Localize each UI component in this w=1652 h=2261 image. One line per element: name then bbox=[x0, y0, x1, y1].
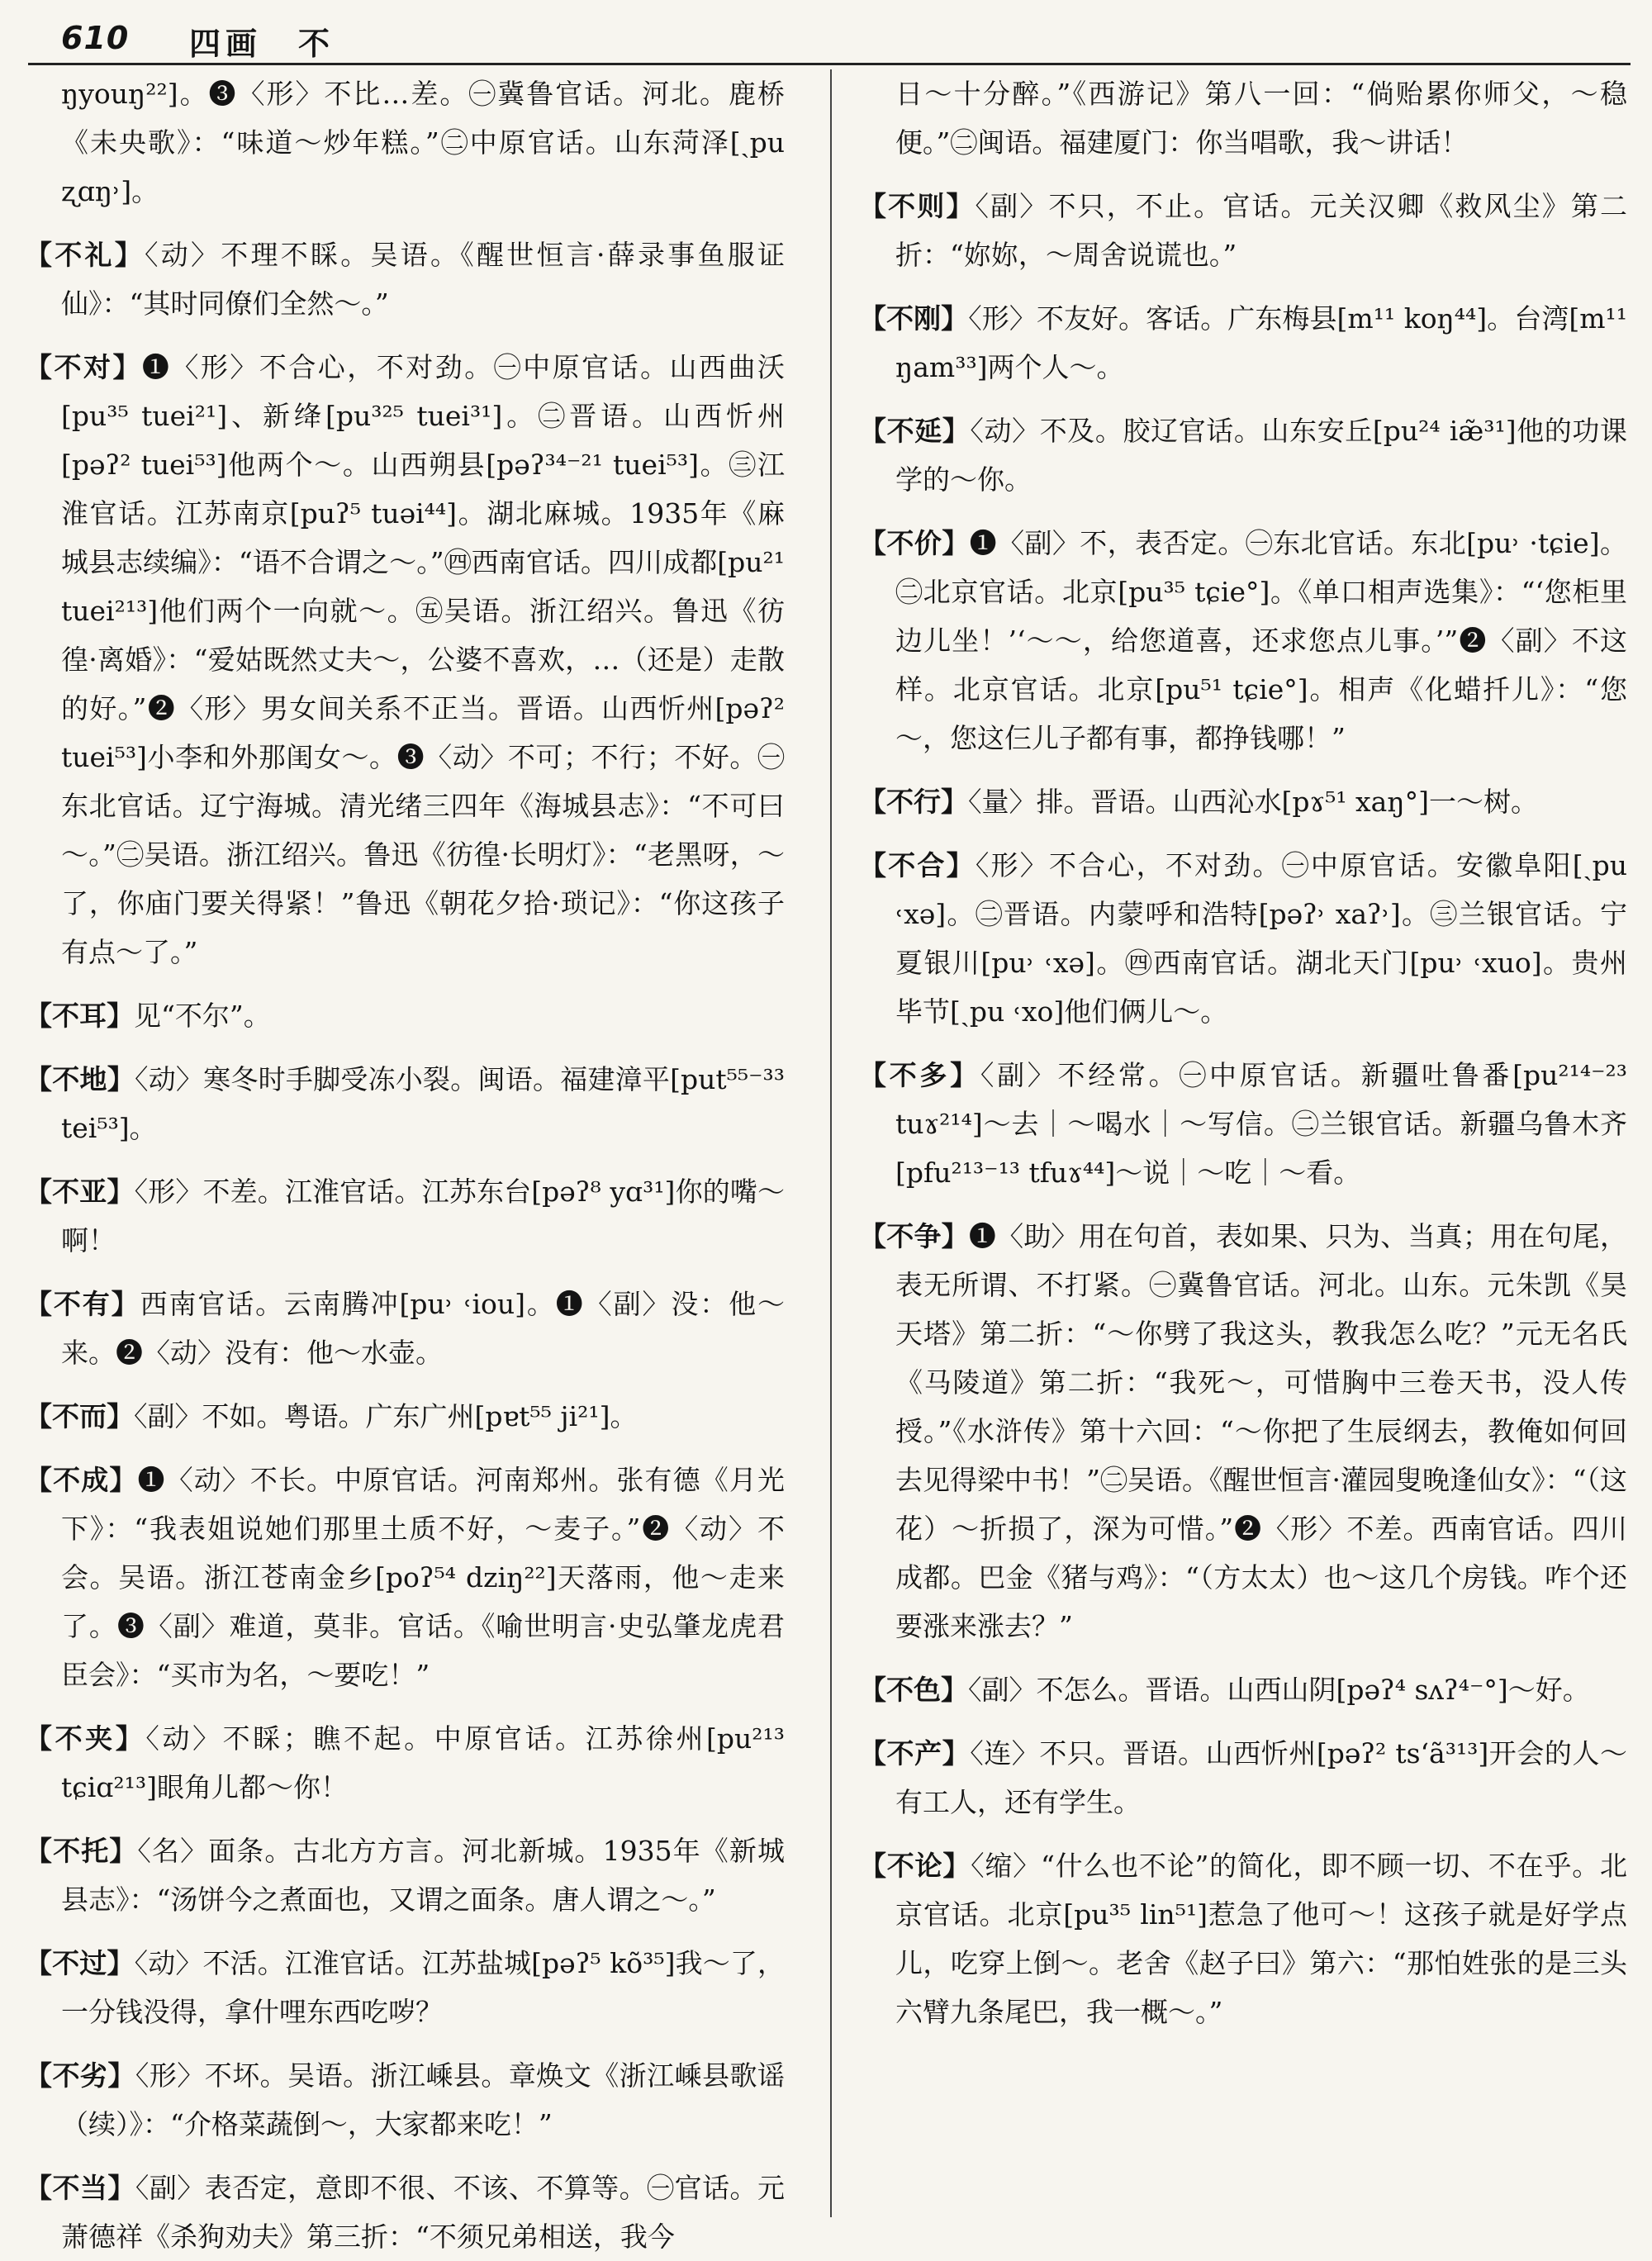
entry-definition: 西南官话。云南腾冲[pu˒ ˓iou]。❶〈副〉没：他～来。❷〈动〉没有：他～水壶。 bbox=[61, 1288, 786, 1369]
entry-definition: 〈动〉不及。胶辽官话。山东安丘[pu²⁴ iæ̃³¹]他的功课学的～你。 bbox=[895, 415, 1628, 496]
entry-definition: 〈名〉面条。古北方方言。河北新城。1935年《新城县志》：“汤饼今之煮面也，又谓之面条。唐人谓之～。” bbox=[61, 1835, 786, 1916]
entry-headword: 【不过】 bbox=[25, 1947, 135, 1979]
entry-headword: 【不耳】 bbox=[25, 1000, 134, 1032]
entry-headword: 【不价】 bbox=[859, 527, 970, 559]
dictionary-entry bbox=[25, 991, 785, 1040]
entry-definition: 〈副〉不只，不止。官话。元关汉卿《救风尘》第二折：“妳妳，～周舍说谎也。” bbox=[895, 190, 1628, 271]
dictionary-entry bbox=[859, 519, 1627, 762]
entry-definition: 日～十分醉。”《西游记》第八一回：“倘贻累你师父，～稳便。”㊁闽语。福建厦门：你当唱歌，我～讲话！ bbox=[895, 78, 1627, 159]
entry-definition: 〈形〉不坏。吴语。浙江嵊县。章焕文《浙江嵊县歌谣（续）》：“介格菜蔬倒～，大家都来吃！” bbox=[61, 2059, 786, 2140]
dictionary-entry bbox=[25, 343, 785, 976]
dictionary-entry bbox=[25, 1055, 785, 1152]
entry-definition: ❶〈助〉用在句首，表如果、只为、当真；用在句尾，表无所谓、不打紧。㊀冀鲁官话。河北。山东。元朱凯《昊天塔》第二折：“～你劈了我这头，教我怎么吃？”元无名氏《马陵道》第二折：“我死～，可惜胸中三卷天书，没人传授。”《水浒传》第十六回：“～你把了生辰纲去，教俺如何回去见得梁中书！”㊁吴语。《醒世恒言·灌园叟晚逢仙女》：“（这花）～折损了，深为可惜。”❷〈形〉不差。西南官话。四川成都。巴金《猪与鸡》：“（方太太）也～这几个房钱。咋个还要涨来涨去？” bbox=[895, 1220, 1628, 1642]
entry-headword: 【不夹】 bbox=[25, 1722, 146, 1755]
entry-definition: 〈副〉不如。粤语。广东广州[pɐt⁵⁵ ji²¹]。 bbox=[134, 1400, 638, 1432]
dictionary-entry bbox=[859, 1665, 1627, 1714]
entry-headword: 【不托】 bbox=[25, 1835, 138, 1867]
entry-definition: 〈副〉不怎么。晋语。山西山阴[pəʔ⁴ sʌʔ⁴⁻°]～好。 bbox=[968, 1674, 1590, 1706]
dictionary-entry bbox=[25, 1280, 785, 1377]
entry-definition: 〈形〉不差。江淮官话。江苏东台[pəʔ⁸ yɑ³¹]你的嘴～啊！ bbox=[61, 1176, 785, 1256]
dictionary-entry bbox=[859, 1212, 1627, 1651]
dictionary-entry bbox=[859, 406, 1627, 504]
entry-definition: 〈动〉不睬；瞧不起。中原官话。江苏徐州[pu²¹³ tɕiɑ²¹³]眼角儿都～你！ bbox=[61, 1722, 785, 1803]
entry-definition: ❶〈形〉不合心，不对劲。㊀中原官话。山西曲沃[pu³⁵ tuei²¹]、新绛[pu³²⁵ tuei³¹]。㊁晋语。山西忻州[pəʔ² tuei⁵³]他两个～。山西朔县[pəʔ³⁴⁻²¹ tuei⁵³]。㊂江淮官话。江苏南京[puʔ⁵ tuəi⁴⁴]。湖北麻城。1935年《麻城县志续编》：“语不合谓之～。”㊃西南官话。四川成都[pu²¹ tuei²¹³]他们两个一向就～。㊄吴语。浙江绍兴。鲁迅《彷徨·离婚》：“爱姑既然丈夫～，公婆不喜欢，…（还是）走散的好。”❷〈形〉男女间关系不正当。晋语。山西忻州[pəʔ² tuei⁵³]小李和外那闺女～。❸〈动〉不可；不行；不好。㊀东北官话。辽宁海城。清光绪三四年《海城县志》：“不可曰～。”㊁吴语。浙江绍兴。鲁迅《彷徨·长明灯》：“老黑呀，～了，你庙门要关得紧！”鲁迅《朝花夕拾·琐记》：“你这孩子有点～了。” bbox=[61, 351, 786, 968]
entry-headword: 【不则】 bbox=[859, 190, 976, 222]
dictionary-entry bbox=[859, 1729, 1627, 1826]
dictionary-entry bbox=[25, 1456, 785, 1699]
entry-headword: 【不当】 bbox=[25, 2172, 135, 2204]
entry-definition: 〈副〉不经常。㊀中原官话。新疆吐鲁番[pu²¹⁴⁻²³ tuɤ²¹⁴]～去｜～喝水｜～写信。㊁兰银官话。新疆乌鲁木齐[pfu²¹³⁻¹³ tfuɤ⁴⁴]～说｜～吃｜～看。 bbox=[895, 1059, 1627, 1189]
column-divider bbox=[830, 69, 832, 2217]
dictionary-entry bbox=[859, 777, 1627, 826]
entry-headword: 【不劣】 bbox=[25, 2059, 135, 2092]
entry-headword: 【不刚】 bbox=[859, 302, 969, 335]
dictionary-entry bbox=[25, 1939, 785, 2036]
dictionary-entry bbox=[859, 1841, 1627, 2036]
dictionary-entry bbox=[25, 2051, 785, 2149]
entry-definition: 〈形〉不友好。客话。广东梅县[m¹¹ koŋ⁴⁴]。台湾[m¹¹ ŋam³³]两个人～。 bbox=[895, 302, 1627, 383]
dictionary-entry bbox=[25, 1167, 785, 1265]
entry-headword: 【不色】 bbox=[859, 1674, 968, 1706]
dictionary-entry bbox=[25, 1714, 785, 1812]
entry-headword: 【不亚】 bbox=[25, 1176, 135, 1208]
entry-definition: 〈动〉寒冬时手脚受冻小裂。闽语。福建漳平[put⁵⁵⁻³³ tei⁵³]。 bbox=[61, 1063, 786, 1144]
dictionary-entry bbox=[859, 294, 1627, 392]
entry-definition: ❶〈动〉不长。中原官话。河南郑州。张有德《月光下》：“我表姐说她们那里土质不好，～麦子。”❷〈动〉不会。吴语。浙江苍南金乡[poʔ⁵⁴ dziŋ²²]天落雨，他～走来了。❸〈副〉难道，莫非。官话。《喻世明言·史弘肇龙虎君臣会》：“买市为名，～要吃！” bbox=[61, 1464, 786, 1691]
left-column bbox=[25, 69, 786, 2253]
entry-continuation bbox=[859, 69, 1627, 167]
entry-headword: 【不延】 bbox=[859, 415, 971, 447]
entry-headword: 【不礼】 bbox=[25, 239, 145, 271]
entry-headword: 【不而】 bbox=[25, 1400, 134, 1432]
entry-headword: 【不多】 bbox=[859, 1059, 980, 1091]
entry-definition: 〈动〉不理不睬。吴语。《醒世恒言·薛录事鱼服证仙》：“其时同僚们全然～。” bbox=[61, 239, 785, 320]
entry-headword: 【不争】 bbox=[859, 1220, 969, 1252]
dictionary-entry bbox=[25, 2164, 785, 2261]
entry-definition: 见“不尔”。 bbox=[134, 1000, 271, 1032]
entry-headword: 【不产】 bbox=[859, 1737, 971, 1769]
entry-headword: 【不有】 bbox=[25, 1288, 140, 1320]
entry-definition: 〈动〉不活。江淮官话。江苏盐城[pəʔ⁵ kõ³⁵]我～了，一分钱没得，拿什哩东西吃哕？ bbox=[61, 1947, 785, 2028]
dictionary-entry bbox=[25, 1826, 785, 1924]
entry-definition: 〈形〉不合心，不对劲。㊀中原官话。安徽阜阳[ˏpu ˓xə]。㊁晋语。内蒙呼和浩特[pəʔ˒ xaʔ˒]。㊂兰银官话。宁夏银川[pu˒ ˓xə]。㊃西南官话。湖北天门[pu˒ ˓xuo]。贵州毕节[ˏpu ˓xo]他们俩儿～。 bbox=[895, 849, 1627, 1028]
page-header bbox=[28, 17, 1631, 65]
page-number: 610 bbox=[61, 20, 130, 56]
dictionary-entry bbox=[859, 841, 1627, 1036]
entry-definition: 〈缩〉“什么也不论”的简化，即不顾一切、不在乎。北京官话。北京[pu³⁵ lin⁵¹]惹急了他可～！这孩子就是好学点儿，吃穿上倒～。老舍《赵子曰》第六：“那怕姓张的是三头六臂九条尾巴，我一概～。” bbox=[895, 1850, 1627, 2028]
right-column bbox=[859, 69, 1627, 2217]
entry-definition: 〈连〉不只。晋语。山西忻州[pəʔ² tsʻã³¹³]开会的人～有工人，还有学生。 bbox=[895, 1737, 1627, 1818]
dictionary-entry bbox=[859, 1051, 1627, 1197]
entry-headword: 【不合】 bbox=[859, 849, 976, 881]
running-head: 四画 不 bbox=[189, 25, 335, 62]
dictionary-entry bbox=[25, 230, 785, 328]
entry-definition: ❶〈副〉不，表否定。㊀东北官话。东北[pu˒ ·tɕie]。㊁北京官话。北京[pu³⁵ tɕie°]。《单口相声选集》：“‘您柜里边儿坐！’‘～～，给您道喜，还求您点儿事。’”❷〈副〉不这样。北京官话。北京[pu⁵¹ tɕie°]。相声《化蜡扦儿》：“您～，您这仨儿子都有事，都挣钱哪！” bbox=[895, 527, 1627, 754]
dictionary-entry bbox=[25, 1392, 785, 1441]
dictionary-entry bbox=[859, 182, 1627, 279]
entry-headword: 【不对】 bbox=[25, 351, 142, 383]
entry-definition: ŋyouŋ²²]。❸〈形〉不比…差。㊀冀鲁官话。河北。鹿桥《未央歌》：“味道～炒年糕。”㊁中原官话。山东菏泽[ˏpu ʐɑŋ˒]。 bbox=[61, 78, 785, 207]
entry-headword: 【不论】 bbox=[859, 1850, 971, 1882]
entry-continuation bbox=[25, 69, 785, 216]
entry-headword: 【不成】 bbox=[25, 1464, 138, 1496]
entry-headword: 【不地】 bbox=[25, 1063, 135, 1095]
entry-definition: 〈量〉排。晋语。山西沁水[pɤ⁵¹ xaŋ°]一～树。 bbox=[968, 786, 1538, 818]
entry-definition: 〈副〉表否定，意即不很、不该、不算等。㊀官话。元萧德祥《杀狗劝夫》第三折：“不须兄弟相送，我今 bbox=[61, 2172, 786, 2253]
entry-headword: 【不行】 bbox=[859, 786, 968, 818]
